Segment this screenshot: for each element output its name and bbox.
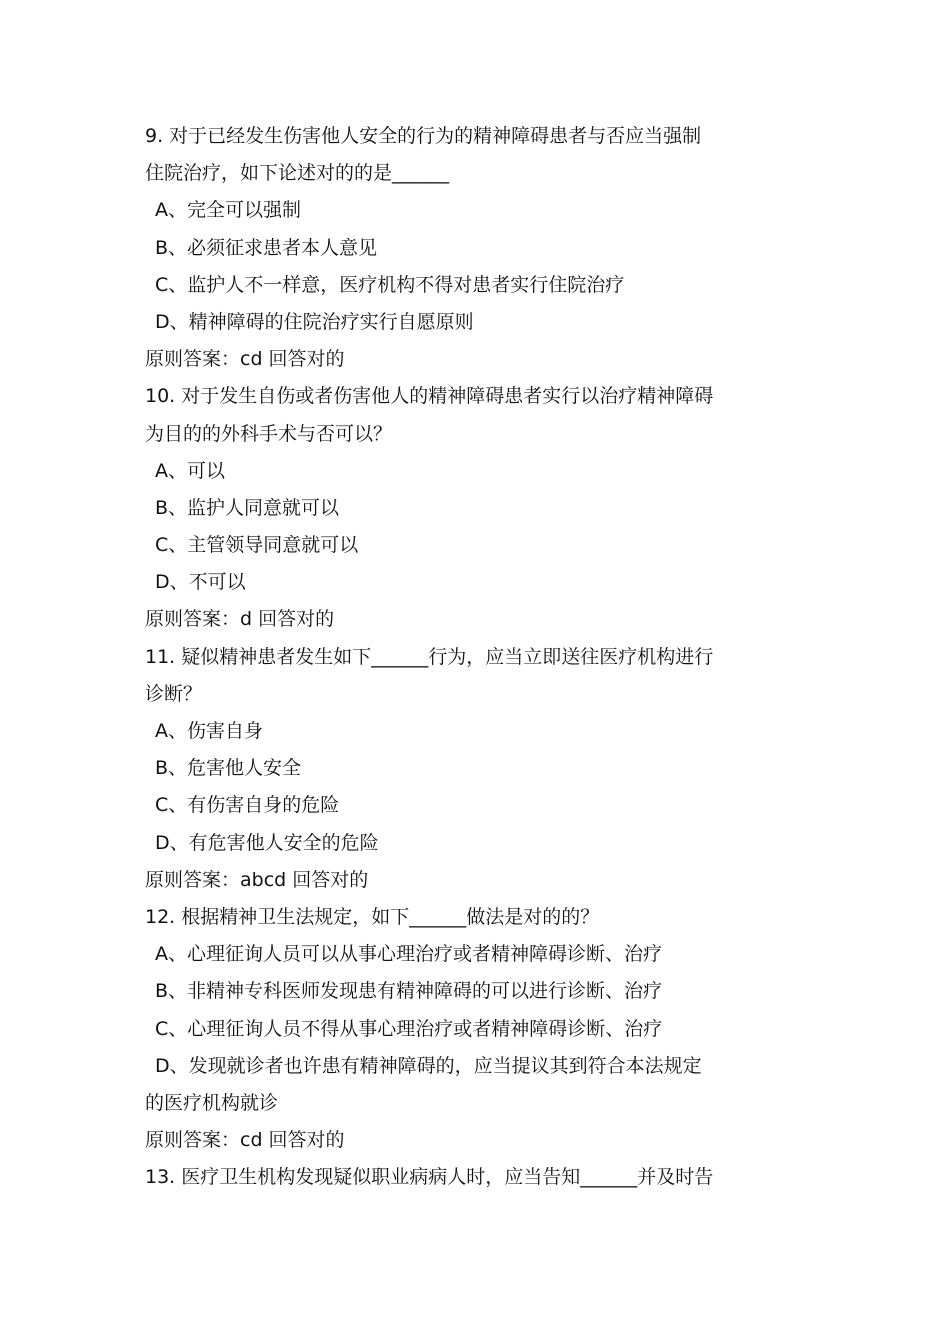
- answer-option-line: D、精神障碍的住院治疗实行自愿原则: [155, 310, 474, 333]
- standard-answer-line: 原则答案：abcd 回答对的: [145, 868, 369, 891]
- answer-option-line: A、可以: [155, 459, 225, 482]
- document-body: [145, 118, 810, 1196]
- question-text-line: 10. 对于发生自伤或者伤害他人的精神障碍患者实行以治疗精神障碍: [145, 385, 714, 408]
- standard-answer-line: 原则答案：cd 回答对的: [145, 1129, 345, 1152]
- answer-option-line: A、完全可以强制: [155, 199, 301, 222]
- answer-option-line: C、心理征询人员不得从事心理治疗或者精神障碍诊断、治疗: [155, 1017, 663, 1040]
- answer-option-line: C、监护人不一样意，医疗机构不得对患者实行住院治疗: [155, 273, 625, 296]
- question-text-line: 11. 疑似精神患者发生如下______行为，应当立即送往医疗机构进行: [145, 645, 714, 668]
- question-text-line: 9. 对于已经发生伤害他人安全的行为的精神障碍患者与否应当强制: [145, 125, 702, 147]
- question-text-line: 诊断？: [145, 682, 203, 705]
- answer-option-line: B、必须征求患者本人意见: [155, 236, 378, 259]
- standard-answer-line: 原则答案：d 回答对的: [145, 608, 335, 631]
- answer-option-line: B、监护人同意就可以: [155, 496, 340, 519]
- answer-option-line: C、主管领导同意就可以: [155, 534, 359, 557]
- standard-answer-line: 原则答案：cd 回答对的: [145, 348, 345, 371]
- answer-option-line: B、危害他人安全: [155, 757, 302, 780]
- answer-option-line: D、有危害他人安全的危险: [155, 831, 379, 854]
- answer-option-line: D、不可以: [155, 571, 246, 594]
- answer-option-line: A、伤害自身: [155, 720, 263, 742]
- question-text-line: 住院治疗，如下论述对的的是______: [145, 162, 450, 185]
- answer-option-line: C、有伤害自身的危险: [155, 794, 340, 817]
- question-text-line: 12. 根据精神卫生法规定，如下______做法是对的的？: [145, 905, 600, 928]
- question-text-line: 13. 医疗卫生机构发现疑似职业病病人时，应当告知______并及时告: [145, 1166, 714, 1189]
- answer-option-line: D、发现就诊者也许患有精神障碍的，应当提议其到符合本法规定: [155, 1054, 702, 1077]
- answer-option-line: A、心理征询人员可以从事心理治疗或者精神障碍诊断、治疗: [155, 943, 662, 966]
- question-text-line: 为目的的外科手术与否可以？: [145, 422, 393, 445]
- answer-option-line: B、非精神专科医师发现患有精神障碍的可以进行诊断、治疗: [155, 980, 663, 1003]
- question-text-line: 的医疗机构就诊: [145, 1091, 279, 1114]
